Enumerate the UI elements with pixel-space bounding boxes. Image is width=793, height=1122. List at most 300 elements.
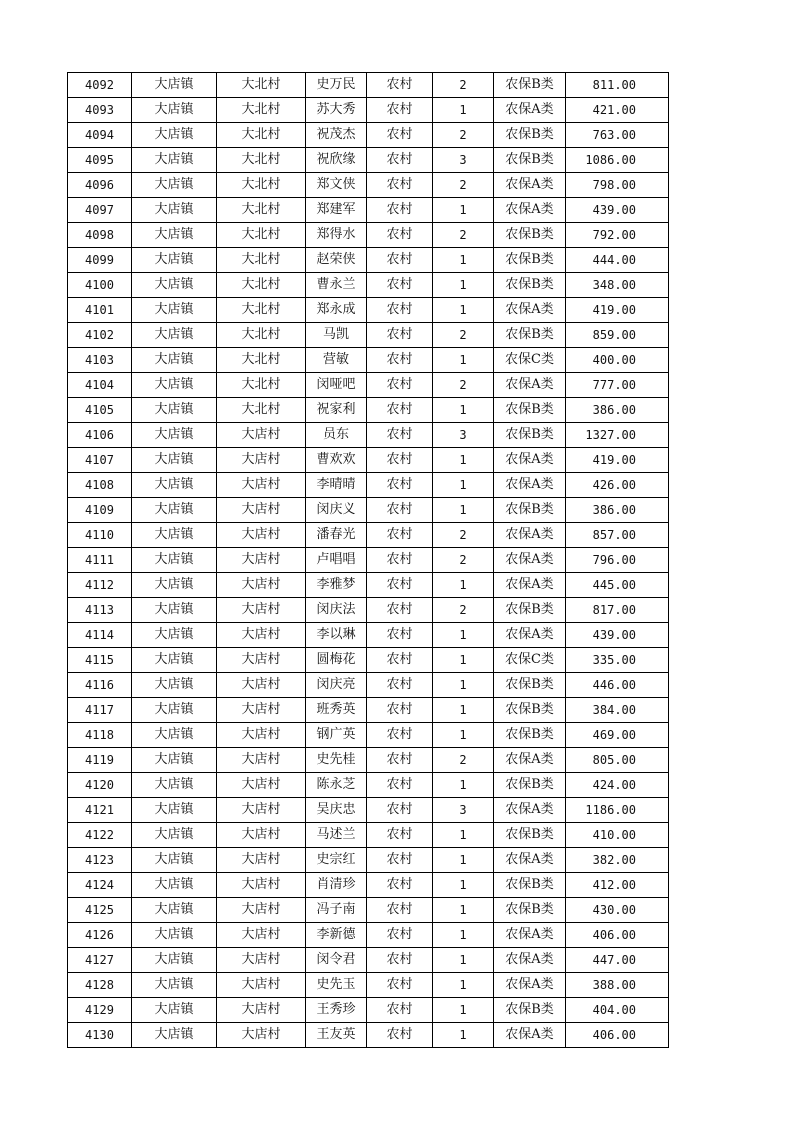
cell-type: 农村	[367, 223, 433, 248]
cell-village: 大店村	[217, 448, 306, 473]
cell-id: 4096	[68, 173, 132, 198]
cell-town: 大店镇	[132, 848, 217, 873]
cell-amount: 792.00	[566, 223, 669, 248]
cell-id: 4121	[68, 798, 132, 823]
cell-category: 农保A类	[494, 573, 566, 598]
table-row	[68, 273, 669, 298]
cell-category: 农保B类	[494, 823, 566, 848]
cell-count: 2	[433, 598, 494, 623]
cell-town: 大店镇	[132, 823, 217, 848]
cell-count: 1	[433, 648, 494, 673]
cell-id: 4102	[68, 323, 132, 348]
cell-category: 农保B类	[494, 723, 566, 748]
cell-amount: 469.00	[566, 723, 669, 748]
cell-type: 农村	[367, 373, 433, 398]
cell-amount: 817.00	[566, 598, 669, 623]
cell-count: 1	[433, 823, 494, 848]
cell-town: 大店镇	[132, 148, 217, 173]
cell-count: 1	[433, 248, 494, 273]
cell-category: 农保B类	[494, 698, 566, 723]
cell-amount: 763.00	[566, 123, 669, 148]
cell-village: 大店村	[217, 823, 306, 848]
cell-id: 4095	[68, 148, 132, 173]
table-row	[68, 798, 669, 823]
cell-count: 1	[433, 773, 494, 798]
cell-id: 4128	[68, 973, 132, 998]
table-row	[68, 373, 669, 398]
cell-town: 大店镇	[132, 1023, 217, 1048]
cell-id: 4105	[68, 398, 132, 423]
cell-town: 大店镇	[132, 348, 217, 373]
cell-count: 1	[433, 998, 494, 1023]
cell-name: 曹永兰	[306, 273, 367, 298]
table-row	[68, 573, 669, 598]
cell-id: 4114	[68, 623, 132, 648]
cell-village: 大店村	[217, 423, 306, 448]
table-row	[68, 1023, 669, 1048]
cell-category: 农保A类	[494, 198, 566, 223]
cell-town: 大店镇	[132, 373, 217, 398]
cell-town: 大店镇	[132, 798, 217, 823]
cell-village: 大北村	[217, 273, 306, 298]
cell-amount: 410.00	[566, 823, 669, 848]
cell-name: 曹欢欢	[306, 448, 367, 473]
cell-amount: 384.00	[566, 698, 669, 723]
cell-name: 史万民	[306, 73, 367, 98]
cell-village: 大北村	[217, 98, 306, 123]
cell-category: 农保A类	[494, 798, 566, 823]
cell-id: 4111	[68, 548, 132, 573]
cell-category: 农保A类	[494, 848, 566, 873]
table-row	[68, 548, 669, 573]
cell-category: 农保B类	[494, 423, 566, 448]
cell-id: 4101	[68, 298, 132, 323]
table-row	[68, 673, 669, 698]
cell-id: 4124	[68, 873, 132, 898]
cell-town: 大店镇	[132, 898, 217, 923]
table-row	[68, 998, 669, 1023]
cell-village: 大店村	[217, 648, 306, 673]
cell-type: 农村	[367, 898, 433, 923]
cell-category: 农保B类	[494, 223, 566, 248]
cell-count: 1	[433, 673, 494, 698]
cell-town: 大店镇	[132, 398, 217, 423]
cell-id: 4120	[68, 773, 132, 798]
cell-count: 1	[433, 848, 494, 873]
cell-amount: 348.00	[566, 273, 669, 298]
cell-name: 史先玉	[306, 973, 367, 998]
cell-name: 郑永成	[306, 298, 367, 323]
cell-village: 大北村	[217, 373, 306, 398]
cell-name: 肖清珍	[306, 873, 367, 898]
cell-town: 大店镇	[132, 98, 217, 123]
cell-name: 营敏	[306, 348, 367, 373]
cell-name: 卢唱唱	[306, 548, 367, 573]
cell-amount: 439.00	[566, 623, 669, 648]
cell-category: 农保B类	[494, 148, 566, 173]
table-row	[68, 323, 669, 348]
cell-category: 农保C类	[494, 348, 566, 373]
cell-name: 郑文侠	[306, 173, 367, 198]
cell-town: 大店镇	[132, 548, 217, 573]
cell-type: 农村	[367, 923, 433, 948]
cell-amount: 796.00	[566, 548, 669, 573]
cell-name: 祝家利	[306, 398, 367, 423]
cell-amount: 406.00	[566, 1023, 669, 1048]
cell-name: 李晴晴	[306, 473, 367, 498]
cell-name: 苏大秀	[306, 98, 367, 123]
cell-category: 农保A类	[494, 1023, 566, 1048]
cell-village: 大北村	[217, 323, 306, 348]
cell-type: 农村	[367, 723, 433, 748]
cell-amount: 857.00	[566, 523, 669, 548]
cell-name: 圆梅花	[306, 648, 367, 673]
cell-category: 农保B类	[494, 898, 566, 923]
table-row	[68, 698, 669, 723]
cell-category: 农保A类	[494, 548, 566, 573]
cell-town: 大店镇	[132, 273, 217, 298]
cell-id: 4100	[68, 273, 132, 298]
cell-category: 农保A类	[494, 298, 566, 323]
cell-type: 农村	[367, 648, 433, 673]
cell-count: 1	[433, 973, 494, 998]
cell-town: 大店镇	[132, 198, 217, 223]
cell-type: 农村	[367, 548, 433, 573]
cell-amount: 406.00	[566, 923, 669, 948]
cell-id: 4123	[68, 848, 132, 873]
cell-name: 冯子南	[306, 898, 367, 923]
table-row	[68, 298, 669, 323]
cell-town: 大店镇	[132, 73, 217, 98]
cell-count: 1	[433, 873, 494, 898]
cell-count: 2	[433, 73, 494, 98]
cell-category: 农保A类	[494, 173, 566, 198]
cell-count: 2	[433, 548, 494, 573]
cell-category: 农保A类	[494, 948, 566, 973]
cell-count: 2	[433, 748, 494, 773]
cell-village: 大店村	[217, 498, 306, 523]
cell-village: 大店村	[217, 573, 306, 598]
cell-category: 农保B类	[494, 398, 566, 423]
cell-type: 农村	[367, 198, 433, 223]
cell-village: 大店村	[217, 698, 306, 723]
cell-count: 1	[433, 898, 494, 923]
table-row	[68, 623, 669, 648]
cell-category: 农保A类	[494, 473, 566, 498]
table-row	[68, 398, 669, 423]
cell-id: 4127	[68, 948, 132, 973]
cell-type: 农村	[367, 423, 433, 448]
cell-name: 闵令君	[306, 948, 367, 973]
cell-village: 大店村	[217, 898, 306, 923]
cell-id: 4109	[68, 498, 132, 523]
cell-town: 大店镇	[132, 423, 217, 448]
cell-category: 农保B类	[494, 123, 566, 148]
cell-village: 大北村	[217, 123, 306, 148]
cell-village: 大店村	[217, 723, 306, 748]
cell-count: 3	[433, 423, 494, 448]
cell-town: 大店镇	[132, 573, 217, 598]
cell-category: 农保B类	[494, 773, 566, 798]
cell-type: 农村	[367, 473, 433, 498]
cell-town: 大店镇	[132, 948, 217, 973]
cell-village: 大北村	[217, 298, 306, 323]
cell-village: 大店村	[217, 798, 306, 823]
cell-village: 大店村	[217, 923, 306, 948]
cell-category: 农保B类	[494, 873, 566, 898]
cell-category: 农保B类	[494, 498, 566, 523]
cell-amount: 430.00	[566, 898, 669, 923]
cell-id: 4125	[68, 898, 132, 923]
cell-name: 闵庆法	[306, 598, 367, 623]
table-row	[68, 223, 669, 248]
cell-amount: 419.00	[566, 448, 669, 473]
cell-village: 大北村	[217, 223, 306, 248]
cell-name: 闵庆义	[306, 498, 367, 523]
cell-count: 1	[433, 398, 494, 423]
table-row	[68, 948, 669, 973]
cell-village: 大北村	[217, 73, 306, 98]
cell-name: 郑得水	[306, 223, 367, 248]
cell-id: 4112	[68, 573, 132, 598]
cell-count: 1	[433, 723, 494, 748]
cell-amount: 859.00	[566, 323, 669, 348]
cell-town: 大店镇	[132, 323, 217, 348]
cell-town: 大店镇	[132, 448, 217, 473]
cell-category: 农保B类	[494, 998, 566, 1023]
cell-category: 农保B类	[494, 598, 566, 623]
cell-amount: 439.00	[566, 198, 669, 223]
cell-type: 农村	[367, 273, 433, 298]
cell-town: 大店镇	[132, 598, 217, 623]
cell-count: 1	[433, 298, 494, 323]
table-row	[68, 498, 669, 523]
cell-amount: 805.00	[566, 748, 669, 773]
cell-id: 4094	[68, 123, 132, 148]
cell-amount: 446.00	[566, 673, 669, 698]
cell-village: 大店村	[217, 873, 306, 898]
cell-type: 农村	[367, 823, 433, 848]
cell-town: 大店镇	[132, 773, 217, 798]
cell-town: 大店镇	[132, 123, 217, 148]
cell-village: 大店村	[217, 548, 306, 573]
cell-count: 3	[433, 798, 494, 823]
cell-type: 农村	[367, 973, 433, 998]
cell-amount: 386.00	[566, 398, 669, 423]
cell-count: 1	[433, 198, 494, 223]
cell-category: 农保B类	[494, 323, 566, 348]
cell-town: 大店镇	[132, 173, 217, 198]
cell-village: 大店村	[217, 998, 306, 1023]
cell-count: 1	[433, 473, 494, 498]
table-row	[68, 423, 669, 448]
cell-type: 农村	[367, 523, 433, 548]
cell-town: 大店镇	[132, 873, 217, 898]
cell-type: 农村	[367, 148, 433, 173]
cell-id: 4115	[68, 648, 132, 673]
cell-town: 大店镇	[132, 498, 217, 523]
table-row	[68, 123, 669, 148]
cell-village: 大北村	[217, 173, 306, 198]
cell-town: 大店镇	[132, 998, 217, 1023]
cell-id: 4098	[68, 223, 132, 248]
cell-count: 1	[433, 698, 494, 723]
table-row	[68, 973, 669, 998]
cell-count: 1	[433, 948, 494, 973]
table-row	[68, 723, 669, 748]
cell-type: 农村	[367, 848, 433, 873]
table-row	[68, 173, 669, 198]
cell-type: 农村	[367, 123, 433, 148]
cell-village: 大店村	[217, 598, 306, 623]
cell-type: 农村	[367, 498, 433, 523]
table-row	[68, 523, 669, 548]
cell-count: 1	[433, 923, 494, 948]
cell-town: 大店镇	[132, 723, 217, 748]
cell-type: 农村	[367, 1023, 433, 1048]
table-row	[68, 898, 669, 923]
cell-category: 农保B类	[494, 673, 566, 698]
cell-name: 马述兰	[306, 823, 367, 848]
cell-id: 4119	[68, 748, 132, 773]
cell-type: 农村	[367, 323, 433, 348]
cell-category: 农保A类	[494, 973, 566, 998]
cell-name: 李新德	[306, 923, 367, 948]
cell-category: 农保A类	[494, 373, 566, 398]
data-table	[67, 72, 669, 1048]
cell-town: 大店镇	[132, 923, 217, 948]
cell-town: 大店镇	[132, 523, 217, 548]
cell-type: 农村	[367, 748, 433, 773]
cell-amount: 412.00	[566, 873, 669, 898]
cell-amount: 444.00	[566, 248, 669, 273]
cell-village: 大北村	[217, 198, 306, 223]
cell-name: 马凯	[306, 323, 367, 348]
cell-village: 大店村	[217, 973, 306, 998]
cell-id: 4122	[68, 823, 132, 848]
cell-name: 赵荣侠	[306, 248, 367, 273]
cell-amount: 1086.00	[566, 148, 669, 173]
table-row	[68, 248, 669, 273]
table-row	[68, 873, 669, 898]
cell-count: 1	[433, 98, 494, 123]
cell-amount: 419.00	[566, 298, 669, 323]
cell-name: 员东	[306, 423, 367, 448]
table-row	[68, 823, 669, 848]
cell-id: 4099	[68, 248, 132, 273]
table-row	[68, 198, 669, 223]
cell-amount: 777.00	[566, 373, 669, 398]
cell-id: 4103	[68, 348, 132, 373]
cell-count: 2	[433, 123, 494, 148]
cell-id: 4092	[68, 73, 132, 98]
cell-name: 王秀珍	[306, 998, 367, 1023]
cell-category: 农保A类	[494, 98, 566, 123]
cell-name: 陈永芝	[306, 773, 367, 798]
cell-amount: 382.00	[566, 848, 669, 873]
cell-category: 农保A类	[494, 748, 566, 773]
cell-type: 农村	[367, 448, 433, 473]
cell-id: 4104	[68, 373, 132, 398]
cell-id: 4106	[68, 423, 132, 448]
cell-type: 农村	[367, 698, 433, 723]
cell-category: 农保C类	[494, 648, 566, 673]
cell-name: 王友英	[306, 1023, 367, 1048]
cell-amount: 386.00	[566, 498, 669, 523]
cell-village: 大北村	[217, 348, 306, 373]
table-row	[68, 473, 669, 498]
cell-town: 大店镇	[132, 223, 217, 248]
cell-village: 大店村	[217, 1023, 306, 1048]
table-body	[68, 73, 669, 1048]
cell-category: 农保A类	[494, 448, 566, 473]
cell-id: 4107	[68, 448, 132, 473]
cell-name: 班秀英	[306, 698, 367, 723]
cell-village: 大北村	[217, 398, 306, 423]
cell-amount: 424.00	[566, 773, 669, 798]
cell-count: 2	[433, 323, 494, 348]
table-row	[68, 348, 669, 373]
cell-name: 祝茂杰	[306, 123, 367, 148]
table-row	[68, 773, 669, 798]
cell-category: 农保A类	[494, 923, 566, 948]
cell-amount: 426.00	[566, 473, 669, 498]
cell-amount: 335.00	[566, 648, 669, 673]
cell-village: 大店村	[217, 623, 306, 648]
cell-type: 农村	[367, 398, 433, 423]
cell-id: 4116	[68, 673, 132, 698]
cell-amount: 445.00	[566, 573, 669, 598]
cell-type: 农村	[367, 798, 433, 823]
cell-type: 农村	[367, 573, 433, 598]
cell-category: 农保B类	[494, 273, 566, 298]
cell-id: 4117	[68, 698, 132, 723]
cell-type: 农村	[367, 73, 433, 98]
cell-village: 大店村	[217, 673, 306, 698]
cell-category: 农保B类	[494, 73, 566, 98]
cell-type: 农村	[367, 623, 433, 648]
cell-town: 大店镇	[132, 298, 217, 323]
cell-village: 大店村	[217, 473, 306, 498]
cell-id: 4108	[68, 473, 132, 498]
cell-type: 农村	[367, 773, 433, 798]
cell-type: 农村	[367, 598, 433, 623]
table-row	[68, 148, 669, 173]
cell-name: 史宗红	[306, 848, 367, 873]
cell-town: 大店镇	[132, 698, 217, 723]
cell-count: 1	[433, 498, 494, 523]
cell-amount: 811.00	[566, 73, 669, 98]
cell-town: 大店镇	[132, 623, 217, 648]
cell-id: 4113	[68, 598, 132, 623]
cell-count: 2	[433, 523, 494, 548]
cell-category: 农保A类	[494, 623, 566, 648]
cell-count: 2	[433, 373, 494, 398]
cell-name: 李以琳	[306, 623, 367, 648]
cell-amount: 1186.00	[566, 798, 669, 823]
cell-village: 大北村	[217, 148, 306, 173]
cell-name: 祝欣缘	[306, 148, 367, 173]
table-row	[68, 923, 669, 948]
cell-count: 1	[433, 623, 494, 648]
cell-village: 大店村	[217, 523, 306, 548]
cell-category: 农保B类	[494, 248, 566, 273]
table-row	[68, 848, 669, 873]
cell-name: 郑建军	[306, 198, 367, 223]
cell-count: 2	[433, 223, 494, 248]
table-row	[68, 598, 669, 623]
cell-name: 闵庆亮	[306, 673, 367, 698]
